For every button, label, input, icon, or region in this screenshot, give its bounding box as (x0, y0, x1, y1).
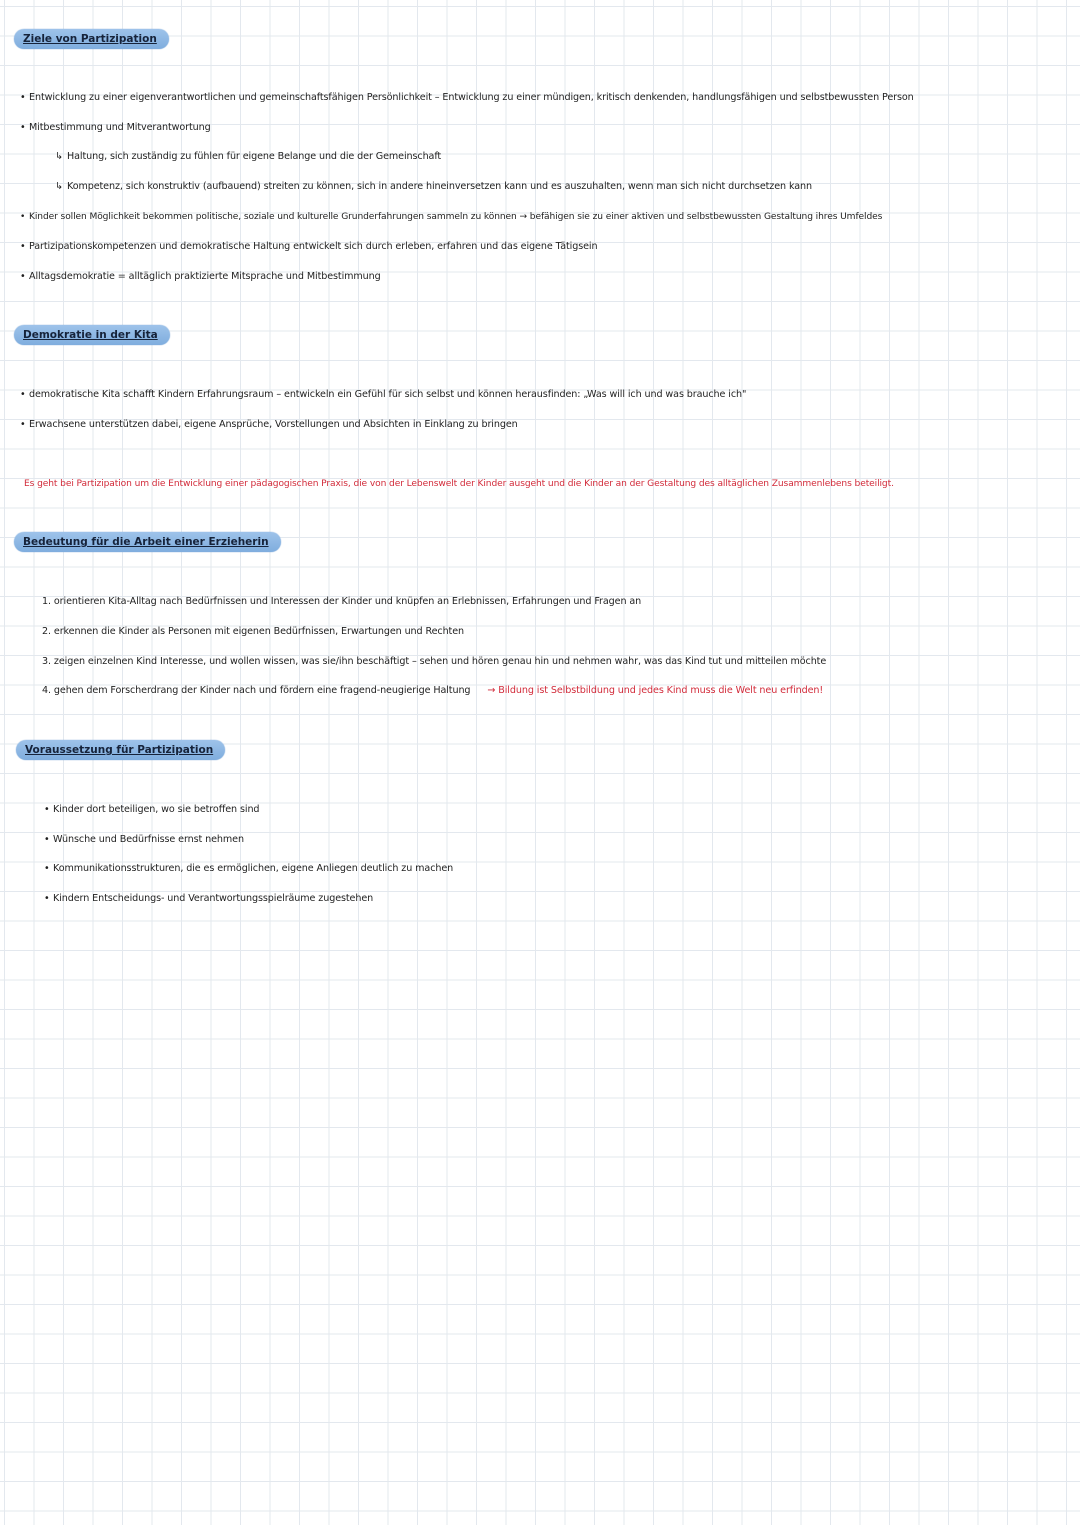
list-item: • Wünsche und Bedürfnisse ernst nehmen (44, 834, 244, 845)
bullet-icon: • (20, 241, 26, 252)
bullet-icon: • (20, 92, 26, 103)
section-heading-demokratie: Demokratie in der Kita (14, 325, 170, 345)
bullet-icon: • (20, 122, 26, 133)
numbered-item: 3. zeigen einzelnen Kind Interesse, und wollen wissen, was sie/ihn beschäftigt – sehen und hören genau hin und nehmen wahr, was das Kind tut und mitteilen möchte (42, 656, 827, 667)
bullet-icon: • (20, 389, 26, 400)
sub-list-item: ↳ Haltung, sich zuständig zu fühlen für eigene Belange und die der Gemeinschaft (55, 151, 442, 162)
summary-statement: Es geht bei Partizipation um die Entwicklung einer pädagogischen Praxis, die von der Lebenswelt der Kinder ausgeht und die Kinder an der Gestaltung des alltäglichen Zusammenlebens beteiligt. (24, 479, 894, 489)
list-item: • demokratische Kita schafft Kindern Erfahrungsraum – entwickeln ein Gefühl für sich selbst und können herausfinden: „Was will ich und was brauche ich" (20, 389, 747, 400)
list-item: • Alltagsdemokratie = alltäglich praktizierte Mitsprache und Mitbestimmung (20, 271, 381, 282)
bullet-icon: • (44, 893, 50, 904)
section-heading-ziele: Ziele von Partizipation (14, 29, 169, 49)
sub-list-item: ↳ Kompetenz, sich konstruktiv (aufbauend) streiten zu können, sich in andere hineinversetzen kann und es auszuhalten, wenn man sich nicht durchsetzen kann (55, 181, 812, 192)
bullet-icon: • (44, 834, 50, 845)
numbered-item: 1. orientieren Kita-Alltag nach Bedürfnissen und Interessen der Kinder und knüpfen an Erlebnissen, Erfahrungen und Fragen an (42, 596, 642, 607)
list-item: • Kindern Entscheidungs- und Verantwortungsspielräume zugestehen (44, 893, 374, 904)
bullet-icon: • (20, 212, 26, 222)
remark-highlight: → Bildung ist Selbstbildung und jedes Kind muss die Welt neu erfinden! (487, 685, 824, 696)
bullet-icon: • (44, 863, 50, 874)
section-heading-bedeutung: Bedeutung für die Arbeit einer Erzieherin (14, 532, 281, 552)
arrow-return-icon: ↳ (55, 181, 63, 192)
list-item: • Mitbestimmung und Mitverantwortung (20, 122, 211, 133)
list-item: • Kommunikationsstrukturen, die es ermöglichen, eigene Anliegen deutlich zu machen (44, 863, 454, 874)
list-item: • Kinder dort beteiligen, wo sie betroffen sind (44, 804, 260, 815)
list-item: • Kinder sollen Möglichkeit bekommen politische, soziale und kulturelle Grunderfahrungen sammeln zu können → befähigen sie zu einer aktiven und selbstbewussten Gestaltung ihres Umfeldes (20, 212, 883, 222)
bullet-icon: • (20, 271, 26, 282)
bullet-icon: • (44, 804, 50, 815)
arrow-return-icon: ↳ (55, 151, 63, 162)
list-item: • Erwachsene unterstützen dabei, eigene Ansprüche, Vorstellungen und Absichten in Einklang zu bringen (20, 419, 518, 430)
numbered-item: 2. erkennen die Kinder als Personen mit eigenen Bedürfnissen, Erwartungen und Rechten (42, 626, 465, 637)
section-heading-voraussetzung: Voraussetzung für Partizipation (16, 740, 225, 760)
bullet-icon: • (20, 419, 26, 430)
list-item: • Entwicklung zu einer eigenverantwortlichen und gemeinschaftsfähigen Persönlichkeit – Entwicklung zu einer mündigen, kritisch denkenden, handlungsfähigen und selbstbewussten Person (20, 92, 914, 103)
numbered-item: 4. gehen dem Forscherdrang der Kinder nach und fördern eine fragend-neugierige Haltung → Bildung ist Selbstbildung und jedes Kind muss die Welt neu erfinden! (42, 685, 824, 696)
list-item: • Partizipationskompetenzen und demokratische Haltung entwickelt sich durch erleben, erfahren und das eigene Tätigsein (20, 241, 598, 252)
